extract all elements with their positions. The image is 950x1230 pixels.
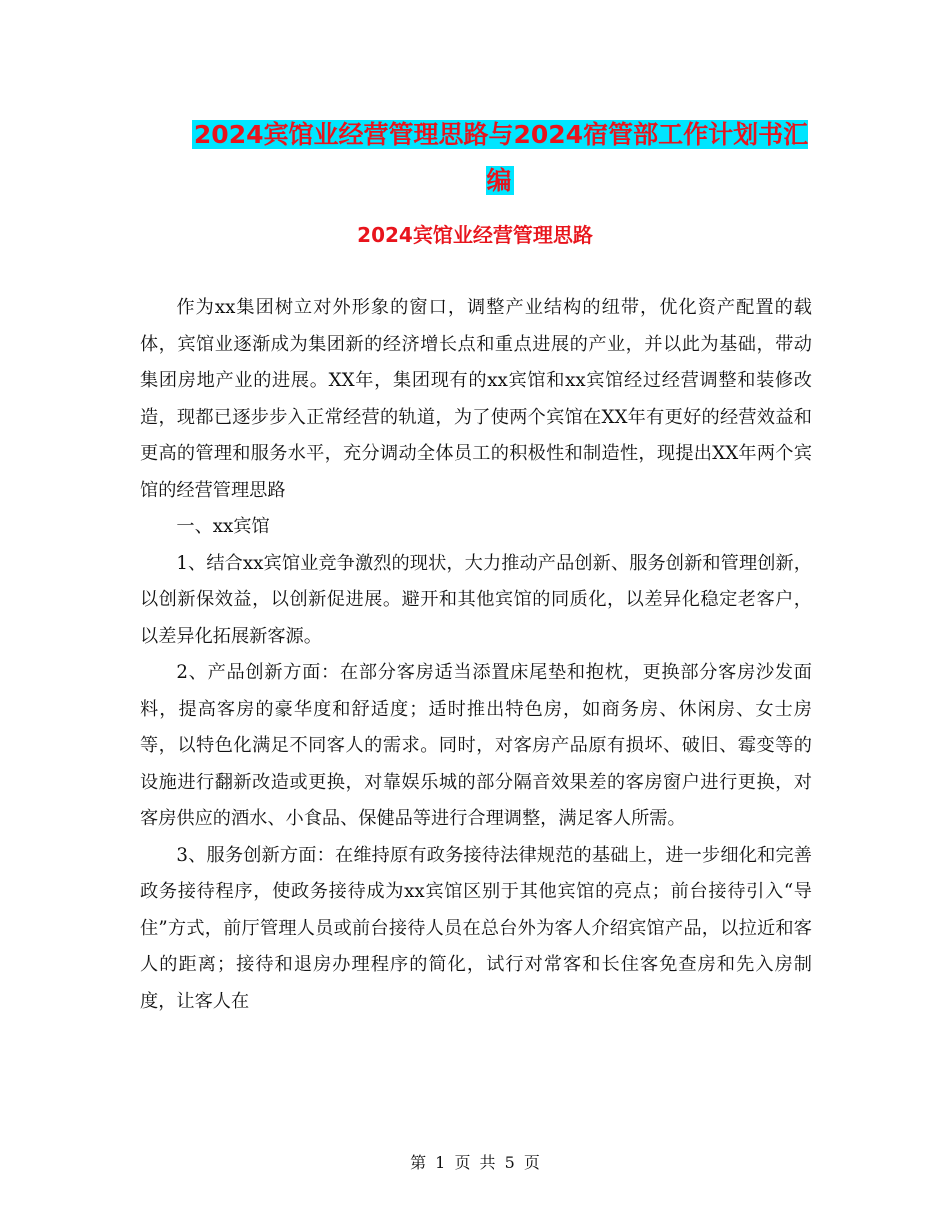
document-title-text: 2024宾馆业经营管理思路与2024宿管部工作计划书汇编 (193, 120, 809, 195)
paragraph-intro: 作为xx集团树立对外形象的窗口，调整产业结构的纽带，优化资产配置的载体，宾馆业逐渐成为集团新的经济增长点和重点进展的产业，并以此为基础，带动集团房地产业的进展。XX年，集团现有的xx宾馆和xx宾馆经过经营调整和装修改造，现都已逐步步入正常经营的轨道，为了使两个宾馆在XX年有更好的经营效益和更高的管理和服务水平，充分调动全体员工的积极性和制造性，现提出XX年两个宾馆的经营管理思路 (140, 297, 812, 501)
document-body (140, 290, 812, 1020)
section-title: 2024宾馆业经营管理思路 (357, 223, 593, 247)
paragraph-heading-one: 一、xx宾馆 (176, 516, 270, 537)
paragraph-item-2: 2、产品创新方面：在部分客房适当添置床尾垫和抱枕，更换部分客房沙发面料，提高客房的豪华度和舒适度；适时推出特色房，如商务房、休闲房、女士房等，以特色化满足不同客人的需求。同时，对客房产品原有损坏、破旧、霉变等的设施进行翻新改造或更换，对靠娱乐城的部分隔音效果差的客房窗户进行更换，对客房供应的酒水、小食品、保健品等进行合理调整，满足客人所需。 (140, 662, 812, 829)
paragraph-item-3: 3、服务创新方面：在维持原有政务接待法律规范的基础上，进一步细化和完善政务接待程序，使政务接待成为xx宾馆区别于其他宾馆的亮点；前台接待引入“导住”方式，前厅管理人员或前台接待人员在总台外为客人介绍宾馆产品，以拉近和客人的距离；接待和退房办理程序的简化，试行对常客和长住客免查房和先入房制度，让客人在 (140, 844, 812, 1012)
page-number-footer: 第 1 页 共 5 页 (410, 1153, 540, 1172)
paragraph-item-1: 1、结合xx宾馆业竞争激烈的现状，大力推动产品创新、服务创新和管理创新，以创新保效益，以创新促进展。避开和其他宾馆的同质化，以差异化稳定老客户，以差异化拓展新客源。 (140, 552, 812, 647)
document-title (180, 112, 820, 204)
